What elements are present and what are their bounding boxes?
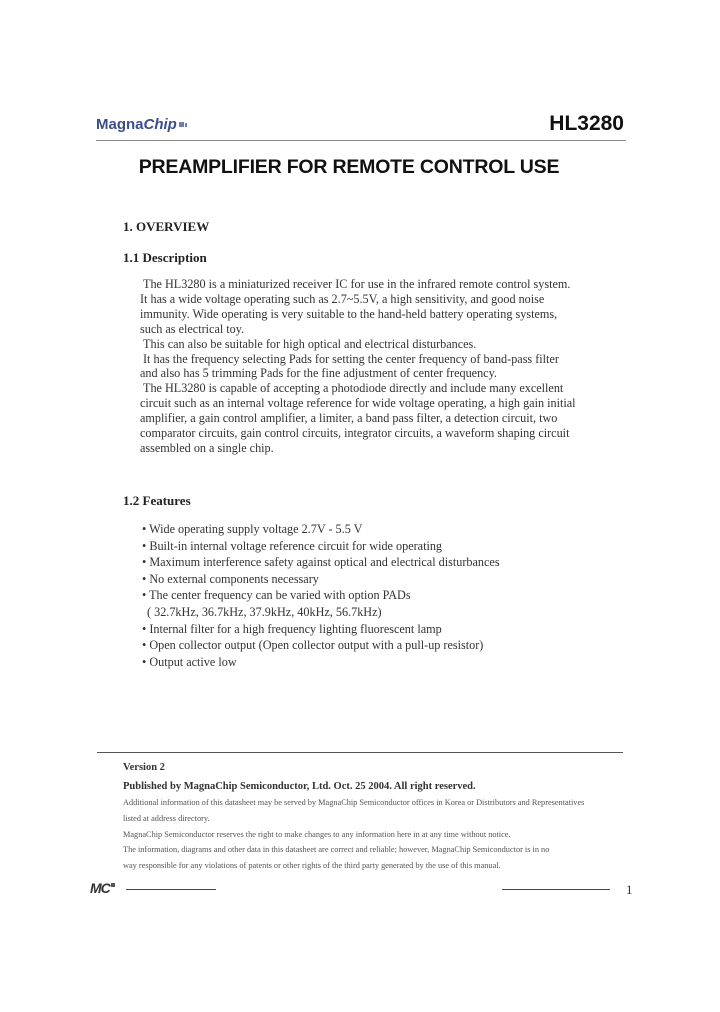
logo-text-magna: Magna bbox=[96, 116, 144, 133]
magnachip-logo bbox=[96, 116, 187, 133]
footer-note: way responsible for any violations of patents or other rights of the third party generated by the use of this manual. bbox=[123, 861, 501, 870]
footer-line-left bbox=[126, 889, 216, 890]
mc-logo-text: MC bbox=[90, 880, 110, 896]
feature-item: • No external components necessary bbox=[142, 571, 319, 586]
description-line: comparator circuits, gain control circuits, integrator circuits, a waveform shaping circuit bbox=[140, 426, 570, 441]
footer-note: MagnaChip Semiconductor reserves the right to make changes to any information here in at any time without notice. bbox=[123, 830, 511, 839]
feature-item: • Wide operating supply voltage 2.7V - 5.5 V bbox=[142, 522, 363, 536]
mc-logo bbox=[90, 880, 115, 896]
features-heading: 1.2 Features bbox=[123, 493, 191, 508]
description-line: assembled on a single chip. bbox=[140, 440, 274, 455]
part-number: HL3280 bbox=[549, 112, 624, 135]
description-line: such as electrical toy. bbox=[140, 321, 245, 336]
feature-item: • Maximum interference safety against optical and electrical disturbances bbox=[142, 555, 500, 570]
overview-heading: 1. OVERVIEW bbox=[123, 219, 210, 234]
description-heading: 1.1 Description bbox=[123, 250, 207, 265]
feature-item: • Internal filter for a high frequency lighting fluorescent lamp bbox=[142, 621, 442, 636]
description-line: circuit such as an internal voltage reference for wide voltage operating, a high gain initial bbox=[140, 396, 576, 411]
logo-square-icon bbox=[179, 122, 184, 127]
version-label: Version 2 bbox=[123, 762, 165, 773]
feature-item: • Built-in internal voltage reference circuit for wide operating bbox=[142, 538, 443, 553]
logo-text-chip: Chip bbox=[143, 116, 177, 133]
description-line: The HL3280 is a miniaturized receiver IC for use in the infrared remote control system. bbox=[143, 277, 571, 291]
document-title: PREAMPLIFIER FOR REMOTE CONTROL USE bbox=[138, 156, 560, 178]
description-line: This can also be suitable for high optical and electrical disturbances. bbox=[143, 336, 477, 351]
footer-note: listed at address directory. bbox=[123, 814, 210, 823]
footer-note: The information, diagrams and other data in this datasheet are correct and reliable; however, MagnaChip Semiconductor is in no bbox=[123, 845, 550, 854]
footer-divider bbox=[97, 752, 623, 753]
feature-item: • Output active low bbox=[142, 654, 237, 669]
feature-item: • The center frequency can be varied with option PADs bbox=[142, 588, 411, 603]
page-number: 1 bbox=[626, 882, 633, 897]
description-line: amplifier, a gain control amplifier, a limiter, a band pass filter, a detection circuit, two bbox=[140, 411, 558, 426]
header-divider bbox=[96, 140, 626, 141]
published-notice: Published by MagnaChip Semiconductor, Ltd. Oct. 25 2004. All right reserved. bbox=[123, 781, 476, 792]
mc-logo-dot-icon bbox=[111, 883, 115, 887]
description-paragraph bbox=[140, 277, 610, 456]
description-line: immunity. Wide operating is very suitable to the hand-held battery operating systems, bbox=[140, 306, 558, 321]
feature-item-subline: ( 32.7kHz, 36.7kHz, 37.9kHz, 40kHz, 56.7kHz) bbox=[147, 604, 382, 619]
description-line: and also has 5 trimming Pads for the fine adjustment of center frequency. bbox=[140, 366, 497, 381]
description-line: It has a wide voltage operating such as 2.7~5.5V, a high sensitivity, and good noise bbox=[140, 291, 545, 306]
features-list bbox=[142, 521, 500, 670]
description-line: The HL3280 is capable of accepting a photodiode directly and include many excellent bbox=[143, 381, 564, 396]
feature-item: • Open collector output (Open collector output with a pull-up resistor) bbox=[142, 638, 484, 653]
logo-bar-icon bbox=[185, 123, 187, 127]
footer-line-right bbox=[502, 889, 610, 890]
footer-note: Additional information of this datasheet may be served by MagnaChip Semiconductor offices in Korea or Distributors and Representatives bbox=[123, 798, 585, 807]
description-line: It has the frequency selecting Pads for setting the center frequency of band-pass filter bbox=[143, 351, 559, 366]
